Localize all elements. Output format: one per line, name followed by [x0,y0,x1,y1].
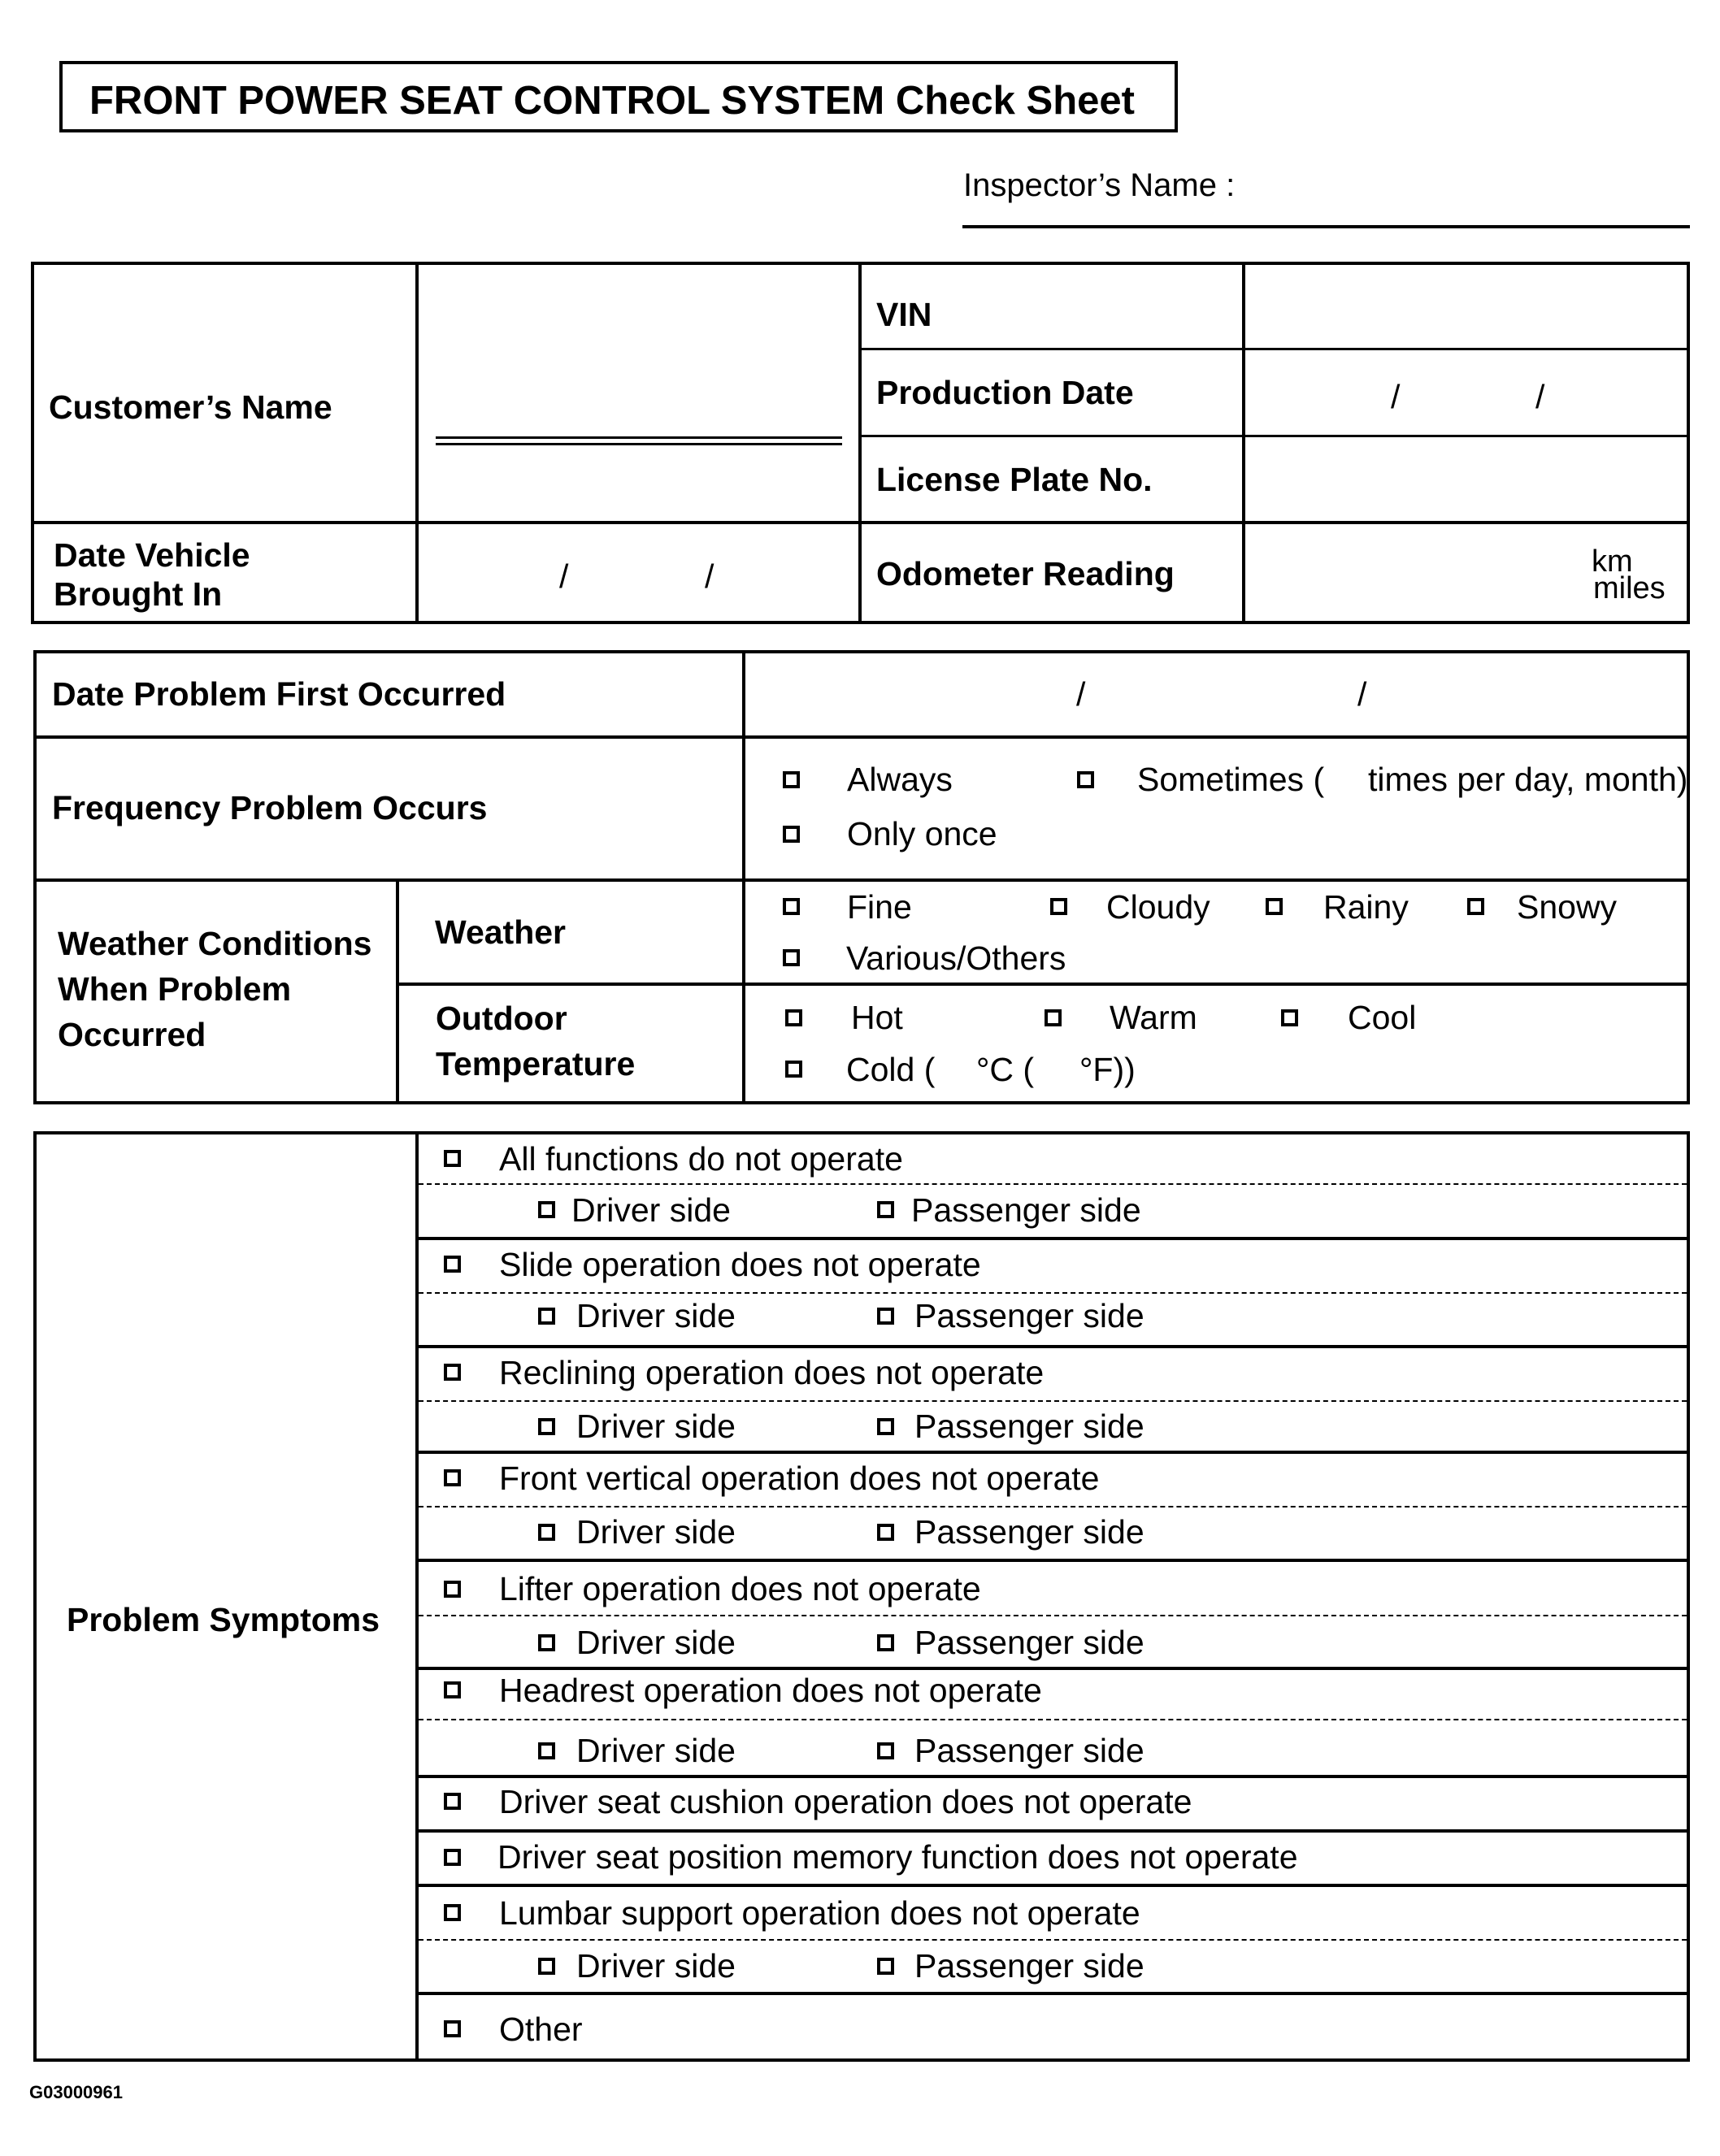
checkbox-passenger-side[interactable] [877,1742,894,1759]
date-brought-in-field[interactable] [420,526,857,619]
checkbox-passenger-side[interactable] [877,1418,894,1435]
weather-conditions-label-line1: Weather Conditions [58,925,372,962]
driver-side-label: Driver side [576,1513,736,1551]
checkbox-symptom[interactable] [444,1849,461,1866]
date-first-occurred-label: Date Problem First Occurred [52,675,506,713]
symptom-label: Front vertical operation does not operate [499,1460,1100,1497]
odometer-field[interactable] [1247,526,1686,619]
driver-side-label: Driver side [576,1624,736,1661]
date-separator: / [1535,378,1545,415]
outdoor-temperature-label-line1: Outdoor [436,1000,567,1037]
checkbox-rainy[interactable] [1266,898,1283,915]
checkbox-driver-side[interactable] [538,1524,555,1541]
date-separator: / [1357,675,1367,713]
checkbox-symptom[interactable] [444,1904,461,1921]
symptom-label: Slide operation does not operate [499,1246,981,1283]
vin-field[interactable] [1247,267,1686,346]
figure-code: G03000961 [29,2082,123,2102]
driver-side-label: Driver side [571,1191,731,1229]
temp-hot-label: Hot [851,999,903,1036]
symptom-label: Driver seat position memory function does not operate [497,1838,1298,1876]
checkbox-cloudy[interactable] [1050,898,1067,915]
temp-cool-label: Cool [1348,999,1417,1036]
weather-cloudy-label: Cloudy [1106,888,1210,926]
frequency-label: Frequency Problem Occurs [52,789,488,826]
driver-side-label: Driver side [576,1408,736,1445]
weather-various-label: Various/Others [846,939,1066,977]
date-first-occurred-field[interactable] [747,655,1685,734]
weather-conditions-label-line3: Occurred [58,1016,206,1053]
passenger-side-label: Passenger side [914,1947,1144,1985]
checkbox-various[interactable] [783,949,800,966]
temp-fahrenheit-label: °F)) [1079,1051,1136,1088]
production-date-label: Production Date [876,374,1134,411]
page-title: FRONT POWER SEAT CONTROL SYSTEM Check Sheet [89,79,1135,123]
symptom-label: Other [499,2011,583,2048]
checkbox-symptom[interactable] [444,1364,461,1381]
checkbox-symptom[interactable] [444,1793,461,1810]
license-plate-field[interactable] [1247,439,1686,519]
date-separator: / [705,557,714,595]
checkbox-hot[interactable] [785,1009,802,1026]
date-brought-in-label-line2: Brought In [54,575,223,613]
unit-miles: miles [1593,571,1666,605]
weather-snowy-label: Snowy [1517,888,1618,926]
checkbox-driver-side[interactable] [538,1634,555,1651]
checkbox-symptom[interactable] [444,1581,461,1598]
date-separator: / [1076,675,1086,713]
frequency-always-label: Always [847,761,953,798]
checkbox-driver-side[interactable] [538,1201,555,1218]
weather-fine-label: Fine [847,888,912,926]
driver-side-label: Driver side [576,1947,736,1985]
passenger-side-label: Passenger side [911,1191,1141,1229]
checkbox-driver-side[interactable] [538,1418,555,1435]
checkbox-only-once[interactable] [783,826,800,843]
driver-side-label: Driver side [576,1732,736,1769]
date-brought-in-label-line1: Date Vehicle [54,536,250,574]
checkbox-passenger-side[interactable] [877,1524,894,1541]
symptom-label: Headrest operation does not operate [499,1672,1042,1709]
checkbox-passenger-side[interactable] [877,1634,894,1651]
temp-celsius-label: °C ( [976,1051,1035,1088]
passenger-side-label: Passenger side [914,1297,1144,1334]
checkbox-snowy[interactable] [1467,898,1484,915]
checkbox-driver-side[interactable] [538,1308,555,1325]
weather-conditions-label-line2: When Problem [58,970,292,1008]
frequency-times-label: times per day, month) [1368,761,1688,798]
passenger-side-label: Passenger side [914,1732,1144,1769]
checkbox-symptom[interactable] [444,1150,461,1167]
passenger-side-label: Passenger side [914,1408,1144,1445]
checkbox-fine[interactable] [783,898,800,915]
odometer-label: Odometer Reading [876,555,1175,592]
customer-name-field[interactable] [436,276,842,435]
checkbox-driver-side[interactable] [538,1958,555,1975]
frequency-once-label: Only once [847,815,997,852]
inspector-name-line[interactable] [962,225,1690,228]
checkbox-symptom[interactable] [444,1681,461,1698]
driver-side-label: Driver side [576,1297,736,1334]
symptom-label: Lifter operation does not operate [499,1570,981,1607]
checkbox-symptom[interactable] [444,1469,461,1486]
checkbox-passenger-side[interactable] [877,1958,894,1975]
passenger-side-label: Passenger side [914,1513,1144,1551]
symptom-label: Reclining operation does not operate [499,1354,1045,1391]
checkbox-always[interactable] [783,771,800,788]
unit-km: km [1592,544,1633,579]
checkbox-passenger-side[interactable] [877,1308,894,1325]
date-separator: / [559,557,569,595]
symptom-label: All functions do not operate [499,1140,903,1178]
problem-symptoms-label: Problem Symptoms [67,1601,380,1638]
production-date-field[interactable] [1247,352,1686,433]
license-plate-label: License Plate No. [876,461,1153,498]
weather-rainy-label: Rainy [1323,888,1409,926]
checkbox-warm[interactable] [1045,1009,1062,1026]
frequency-sometimes-label: Sometimes ( [1137,761,1325,798]
checkbox-other[interactable] [444,2020,461,2037]
weather-label: Weather [435,913,567,951]
symptom-label: Lumbar support operation does not operate [499,1894,1140,1932]
outdoor-temperature-label-line2: Temperature [436,1045,636,1082]
passenger-side-label: Passenger side [914,1624,1144,1661]
checkbox-cold[interactable] [785,1061,802,1078]
vin-label: VIN [876,296,932,333]
date-separator: / [1391,378,1401,415]
customer-name-label: Customer’s Name [49,388,332,426]
checkbox-symptom[interactable] [444,1256,461,1273]
temp-warm-label: Warm [1110,999,1197,1036]
checkbox-passenger-side[interactable] [877,1201,894,1218]
checkbox-sometimes[interactable] [1077,771,1094,788]
symptom-label: Driver seat cushion operation does not operate [499,1783,1192,1820]
temp-cold-label: Cold ( [846,1051,936,1088]
checkbox-cool[interactable] [1281,1009,1298,1026]
checkbox-driver-side[interactable] [538,1742,555,1759]
inspector-name-label: Inspector’s Name : [963,167,1236,203]
